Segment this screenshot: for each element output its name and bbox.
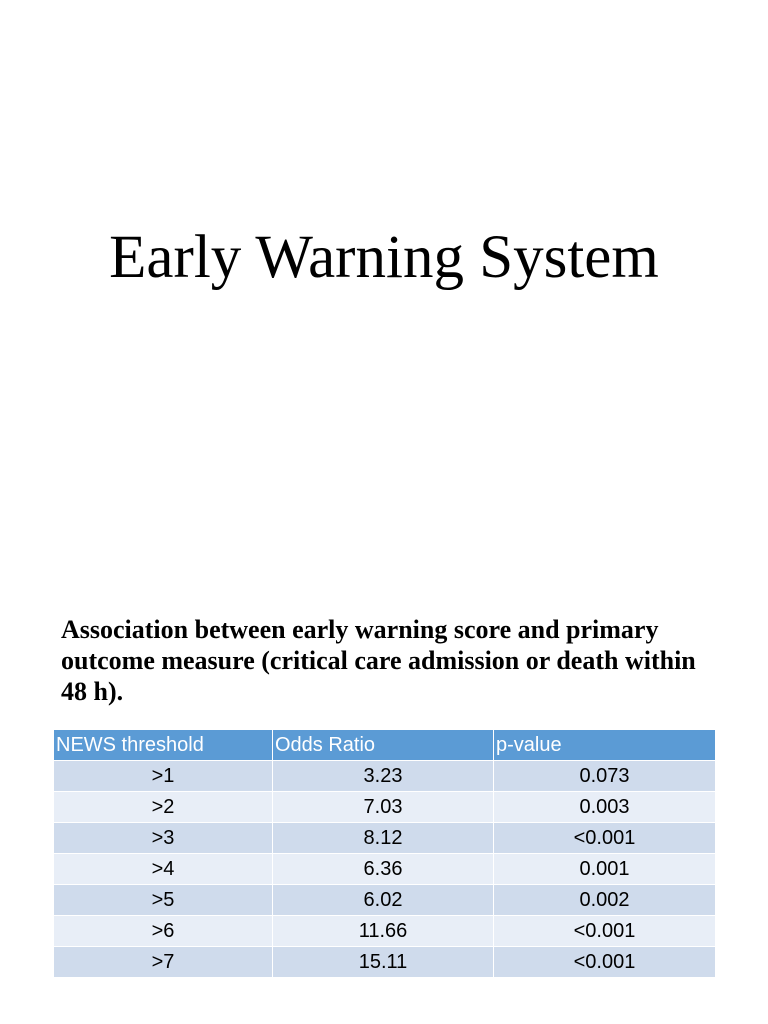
cell-odds-ratio: 6.02 [273,885,494,916]
header-p-value: p-value [494,730,716,761]
cell-p-value: 0.001 [494,854,716,885]
table-row [54,947,716,978]
table-row [54,761,716,792]
cell-threshold: >1 [54,761,273,792]
header-news-threshold: NEWS threshold [54,730,273,761]
cell-threshold: >2 [54,792,273,823]
cell-odds-ratio: 7.03 [273,792,494,823]
table-header-row [54,730,716,761]
cell-odds-ratio: 11.66 [273,916,494,947]
table-row [54,823,716,854]
cell-odds-ratio: 15.11 [273,947,494,978]
table-row [54,792,716,823]
table-caption: Association between early warning score and primary outcome measure (critical care admission or death within 48 h). [61,615,696,706]
table-row [54,885,716,916]
cell-p-value: <0.001 [494,916,716,947]
cell-p-value: 0.003 [494,792,716,823]
slide-title: Early Warning System [109,224,659,291]
cell-p-value: <0.001 [494,947,716,978]
header-odds-ratio: Odds Ratio [273,730,494,761]
results-table [53,729,716,978]
table-row [54,854,716,885]
cell-threshold: >6 [54,916,273,947]
cell-p-value: 0.073 [494,761,716,792]
cell-odds-ratio: 6.36 [273,854,494,885]
table-row [54,916,716,947]
cell-threshold: >3 [54,823,273,854]
cell-odds-ratio: 3.23 [273,761,494,792]
cell-threshold: >5 [54,885,273,916]
cell-threshold: >7 [54,947,273,978]
cell-p-value: 0.002 [494,885,716,916]
cell-odds-ratio: 8.12 [273,823,494,854]
cell-p-value: <0.001 [494,823,716,854]
cell-threshold: >4 [54,854,273,885]
